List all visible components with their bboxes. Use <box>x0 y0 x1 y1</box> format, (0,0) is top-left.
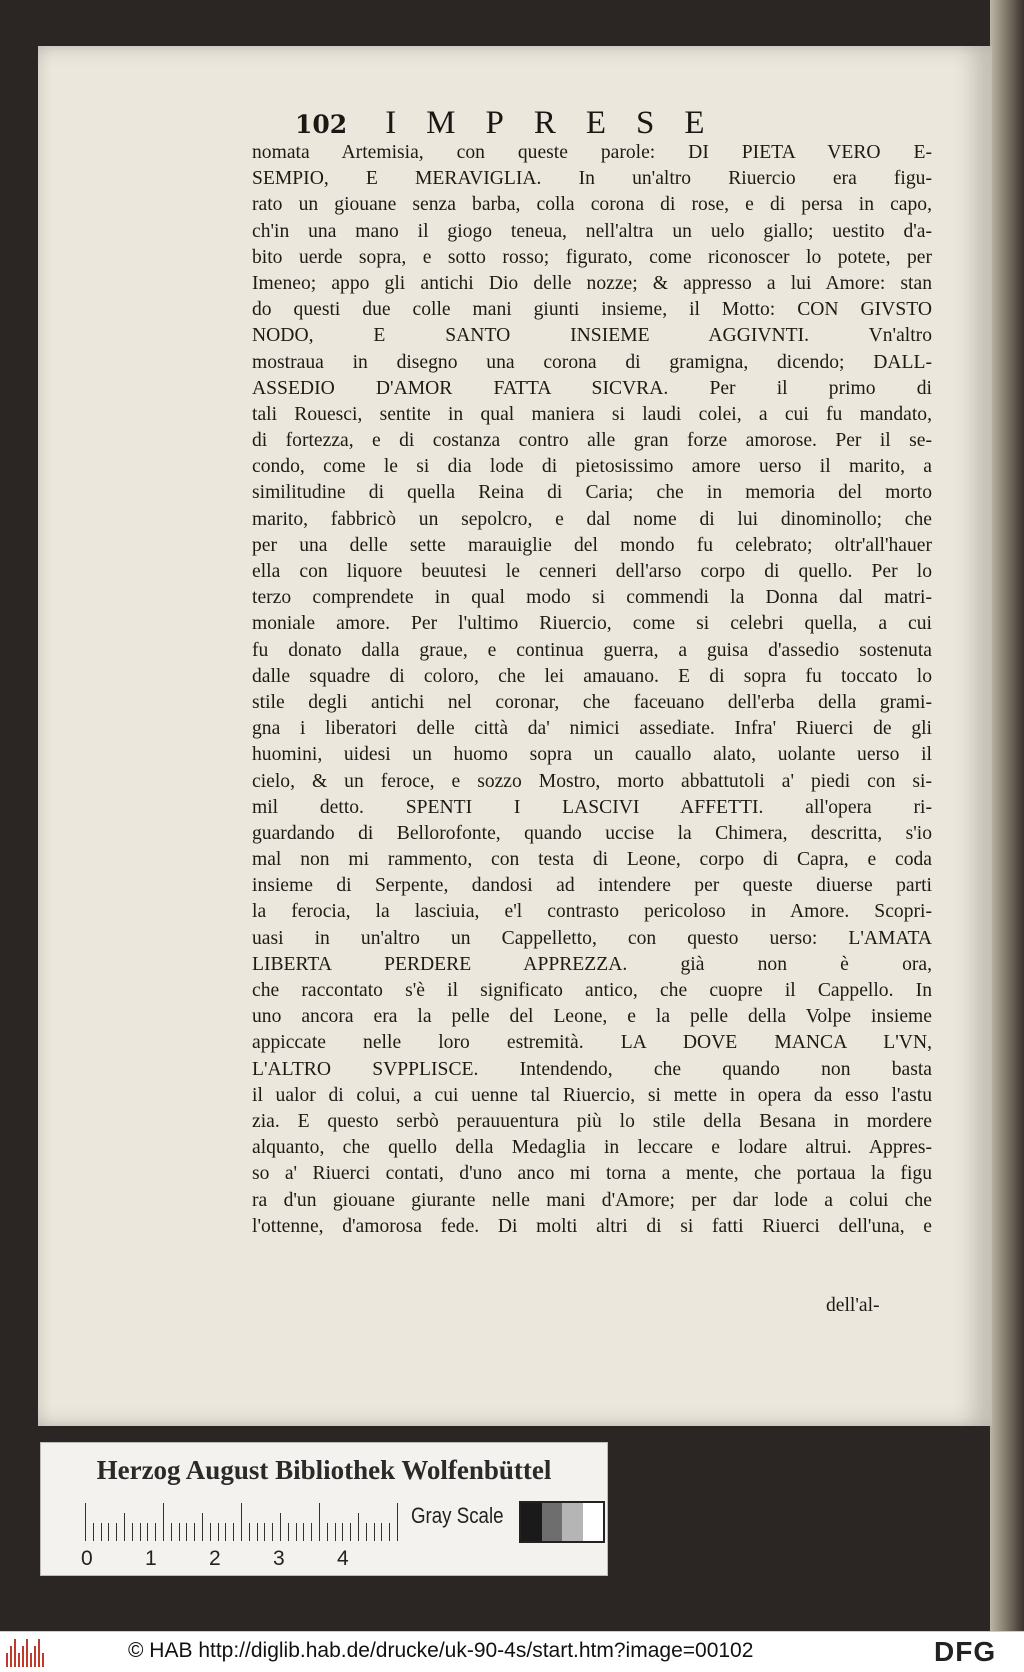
text-line: L'ALTRO SVPPLISCE. Intendendo, che quando non basta <box>252 1058 932 1080</box>
ruler-numbers <box>81 1547 441 1569</box>
ruler-tick <box>241 1503 242 1541</box>
ruler-tick <box>335 1523 336 1541</box>
gray-swatch <box>542 1503 563 1541</box>
text-line: guardando di Bellorofonte, quando uccise la Chimera, descritta, s'io <box>252 822 932 844</box>
ruler-tick <box>194 1523 195 1541</box>
ruler-tick <box>327 1523 328 1541</box>
ruler-tick <box>397 1503 398 1541</box>
running-title: IMPRESE <box>385 105 735 141</box>
text-line: LIBERTA PERDERE APPREZZA. già non è ora, <box>252 953 932 975</box>
ruler-tick <box>350 1523 351 1541</box>
color-calibration-card <box>40 1442 608 1576</box>
text-line: il ualor di colui, a cui uenne tal Riuercio, si mette in opera da esso l'astu <box>252 1084 932 1106</box>
ruler-tick <box>140 1523 141 1541</box>
text-line: stile degli antichi nel coronar, che faceuano dell'erba della grami- <box>252 691 932 713</box>
text-line: per una delle sette marauiglie del mondo fu celebrato; oltr'all'hauer <box>252 534 932 556</box>
ruler-tick <box>342 1523 343 1541</box>
citation-link[interactable]: © HAB http://diglib.hab.de/drucke/uk-90-4s/start.htm?image=00102 <box>128 1639 754 1662</box>
text-line: nomata Artemisia, con queste parole: DI PIETA VERO E- <box>252 142 932 163</box>
logo-bar <box>30 1653 32 1667</box>
text-line: ra d'un giouane giurante nelle mani d'Amore; per dar lode a colui che <box>252 1189 932 1211</box>
text-line: similitudine di quella Reina di Caria; che in memoria del morto <box>252 482 932 504</box>
text-line: tali Rouesci, sentite in qual maniera si laudi colei, a cui fu mandato, <box>252 403 932 425</box>
ruler-tick <box>296 1523 297 1541</box>
ruler-tick <box>186 1523 187 1541</box>
ruler-tick <box>202 1513 203 1541</box>
text-line: moniale amore. Per l'ultimo Riuercio, come si celebri quella, a cui <box>252 613 932 635</box>
text-line: di fortezza, e di costanza contro alle gran forze amorose. Per il se- <box>252 430 932 452</box>
ruler-tick <box>124 1513 125 1541</box>
text-line: ella con liquore beuutesi le cenneri dell'arso corpo di quello. Per lo <box>252 561 932 582</box>
logo-bar <box>26 1639 28 1667</box>
logo-bar <box>42 1653 44 1667</box>
text-line: marito, fabbricò un sepolcro, e dal nome di lui dinominollo; che <box>252 508 932 530</box>
gray-swatch <box>562 1503 583 1541</box>
catchword: dell'al- <box>826 1295 880 1316</box>
text-line: rato un giouane senza barba, colla corona di rose, e di persa in capo, <box>252 194 932 216</box>
text-line: che raccontato s'è il significato antico, che cuopre il Cappello. In <box>252 980 932 1001</box>
ruler-tick <box>218 1523 219 1541</box>
ruler-tick <box>264 1523 265 1541</box>
ruler-tick <box>366 1523 367 1541</box>
ruler-tick <box>155 1523 156 1541</box>
text-line: do questi due colle mani giunti insieme, il Motto: CON GIVSTO <box>252 299 932 321</box>
text-line: la ferocia, la lasciuia, e'l contrasto pericoloso in Amore. Scopri- <box>252 901 932 923</box>
ruler-tick <box>389 1523 390 1541</box>
ruler-tick <box>101 1523 102 1541</box>
book-edge <box>990 0 1024 1631</box>
ruler-tick <box>233 1523 234 1541</box>
ruler-tick <box>288 1523 289 1541</box>
text-line: uno ancora era la pelle del Leone, e la pelle della Volpe insieme <box>252 1006 932 1028</box>
ruler-number: 0 <box>81 1547 93 1570</box>
text-line: mil detto. SPENTI I LASCIVI AFFETTI. all'opera ri- <box>252 796 932 818</box>
logo-bar <box>22 1646 24 1667</box>
logo-bar <box>14 1639 16 1667</box>
ruler-tick <box>132 1523 133 1541</box>
text-line: zia. E questo serbò perauuentura più lo stile della Besana in mordere <box>252 1110 932 1132</box>
text-line: appiccate nelle loro estremità. LA DOVE MANCA L'VN, <box>252 1032 932 1054</box>
logo-bar <box>6 1653 8 1667</box>
text-line: cielo, & un feroce, e sozzo Mostro, morto abbattutoli a' piedi con si- <box>252 770 932 792</box>
ruler-tick <box>108 1523 109 1541</box>
ruler-tick <box>225 1523 226 1541</box>
ruler-tick <box>319 1503 320 1541</box>
ruler-tick <box>374 1523 375 1541</box>
logo-bar <box>34 1646 36 1667</box>
text-line: ASSEDIO D'AMOR FATTA SICVRA. Per il primo di <box>252 377 932 399</box>
ruler-tick <box>179 1523 180 1541</box>
ruler-tick <box>85 1503 86 1541</box>
text-line: fu donato dalla graue, e continua guerra, a guisa d'assedio sostenuta <box>252 639 932 661</box>
ruler-tick <box>358 1513 359 1541</box>
ruler-number: 1 <box>145 1547 157 1570</box>
text-line: condo, come le si dia lode di pietosissimo amore uerso il marito, a <box>252 456 932 478</box>
text-line: mostraua in disegno una corona di gramigna, dicendo; DALL- <box>252 351 932 373</box>
text-line: huomini, uidesi un huomo sopra un cauallo alato, uolante uerso il <box>252 744 932 766</box>
text-line: NODO, E SANTO INSIEME AGGIVNTI. Vn'altro <box>252 325 932 347</box>
ruler-tick <box>163 1503 164 1541</box>
text-line: terzo comprendete in qual modo si commendi la Donna dal matri- <box>252 587 932 609</box>
text-line: uasi in un'altro un Cappelletto, con questo uerso: L'AMATA <box>252 927 932 949</box>
measurement-ruler <box>85 1503 401 1541</box>
footer-bar <box>0 1631 1024 1672</box>
ruler-tick <box>272 1523 273 1541</box>
ruler-tick <box>257 1523 258 1541</box>
text-line: bito uerde sopra, e sotto rosso; figurato, come riconoscer lo potete, per <box>252 246 932 268</box>
page-number: 102 <box>295 110 348 139</box>
ruler-tick <box>311 1523 312 1541</box>
text-line: insieme di Serpente, dandosi ad intendere per queste diuerse parti <box>252 875 932 897</box>
ruler-tick <box>381 1523 382 1541</box>
text-line: so a' Riuerci contati, d'uno anco mi torna a mente, che portaua la figu <box>252 1163 932 1185</box>
ruler-tick <box>249 1523 250 1541</box>
body-text <box>252 140 932 1240</box>
ruler-number: 2 <box>209 1547 221 1570</box>
ruler-number: 3 <box>273 1547 285 1570</box>
gray-scale-label: Gray Scale <box>411 1503 504 1528</box>
text-line: dalle squadre di coloro, che lei amauano. E di sopra fu toccato lo <box>252 665 932 687</box>
text-line: SEMPIO, E MERAVIGLIA. In un'altro Riuercio era figu- <box>252 168 932 190</box>
text-line: ch'in una mano il giogo teneua, nell'altra un uelo giallo; uestito d'a- <box>252 220 932 242</box>
ruler-tick <box>303 1523 304 1541</box>
text-line: Imeneo; appo gli antichi Dio delle nozze; & appresso a lui Amore: stan <box>252 272 932 294</box>
gray-swatch <box>583 1503 604 1541</box>
hab-logo-icon <box>6 1637 46 1667</box>
dfg-logo: DFG <box>934 1636 997 1667</box>
running-head <box>295 105 945 145</box>
ruler-tick <box>147 1523 148 1541</box>
text-line: mal non mi rammento, con testa di Leone, corpo di Capra, e coda <box>252 849 932 871</box>
ruler-tick <box>171 1523 172 1541</box>
text-line: l'ottenne, d'amorosa fede. Di molti altri di si fatti Riuerci dell'una, e <box>252 1215 932 1237</box>
text-line: gna i liberatori delle città da' nimici assediate. Infra' Riuerci de gli <box>252 718 932 740</box>
ruler-tick <box>210 1523 211 1541</box>
ruler-number: 4 <box>337 1547 349 1570</box>
ruler-tick <box>116 1523 117 1541</box>
library-name: Herzog August Bibliothek Wolfenbüttel <box>96 1455 552 1485</box>
gray-scale-swatches <box>519 1501 605 1543</box>
text-line: alquanto, che quello della Medaglia in leccare e lodare altrui. Appres- <box>252 1137 932 1159</box>
ruler-tick <box>93 1523 94 1541</box>
logo-bar <box>38 1639 40 1667</box>
logo-bar <box>18 1653 20 1667</box>
logo-bar <box>10 1646 12 1667</box>
ruler-tick <box>280 1513 281 1541</box>
gray-swatch <box>521 1503 542 1541</box>
